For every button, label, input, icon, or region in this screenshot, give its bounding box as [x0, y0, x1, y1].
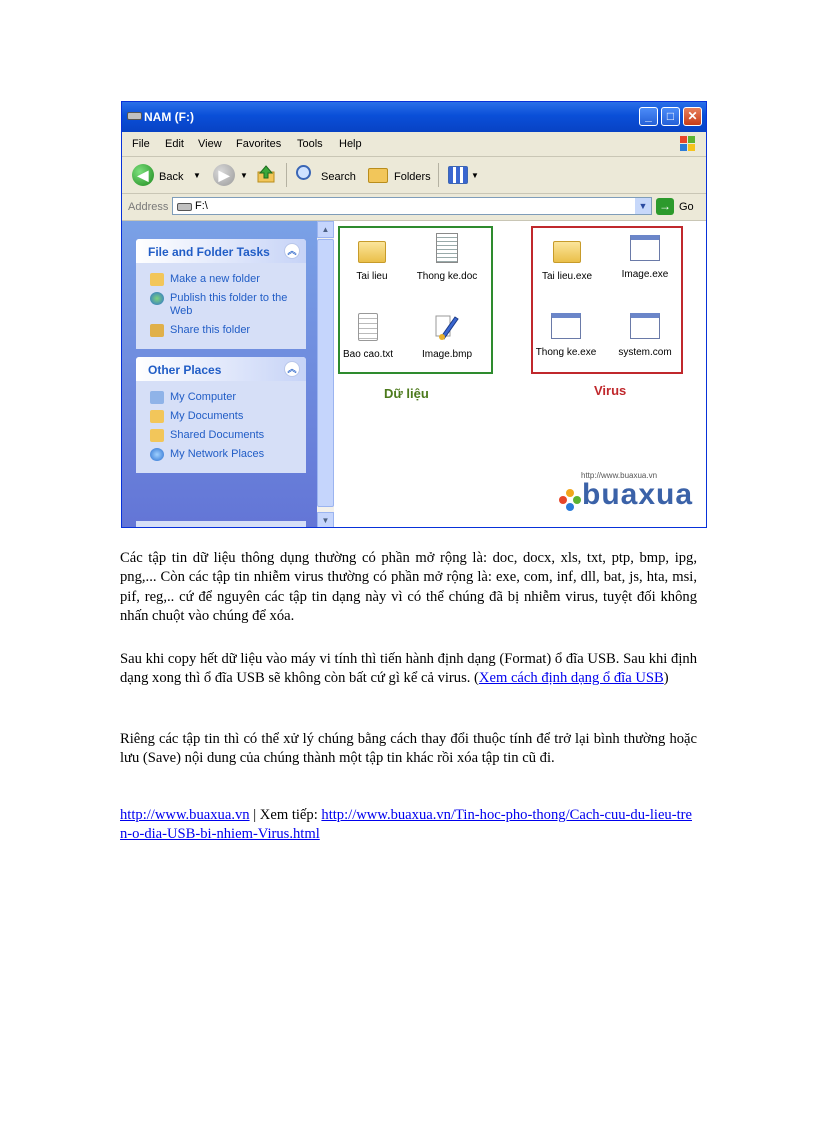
place-label[interactable]: Shared Documents: [170, 429, 265, 441]
format-usb-link[interactable]: Xem cách định dạng ổ đĩa USB: [478, 670, 664, 687]
scroll-up-icon[interactable]: ▲: [317, 221, 334, 238]
collapse-icon[interactable]: ︽: [284, 361, 300, 377]
views-icon[interactable]: [448, 166, 468, 184]
menu-tools[interactable]: Tools: [297, 138, 323, 150]
file-item[interactable]: [607, 313, 683, 358]
paragraph-text: ): [663, 670, 669, 687]
drive-icon: [177, 203, 192, 211]
footer-links: [120, 806, 697, 845]
toolbar-separator: [438, 163, 439, 187]
details-panel-stub: [136, 521, 306, 528]
panel-title: File and Folder Tasks: [148, 245, 270, 259]
place-my-documents[interactable]: [150, 410, 306, 423]
go-button-label[interactable]: Go: [679, 201, 694, 213]
place-label[interactable]: My Network Places: [170, 448, 265, 460]
executable-icon: [630, 235, 660, 261]
buaxua-logo-icon: [559, 489, 581, 511]
maximize-button[interactable]: □: [661, 107, 680, 126]
address-value[interactable]: F:\: [195, 200, 208, 212]
file-view: [334, 221, 706, 528]
menu-favorites[interactable]: Favorites: [236, 138, 282, 150]
file-name[interactable]: Tai lieu.exe: [541, 271, 593, 282]
back-dropdown-icon[interactable]: ▼: [193, 171, 201, 180]
views-dropdown-icon[interactable]: ▼: [471, 171, 479, 180]
file-name[interactable]: Image.bmp: [421, 349, 473, 360]
go-arrow-icon[interactable]: →: [656, 198, 674, 215]
window-title: NAM (F:): [144, 110, 194, 124]
menu-bar: [122, 132, 706, 157]
chevron-down-icon[interactable]: ▼: [635, 198, 651, 214]
drive-icon: [127, 112, 142, 120]
menu-edit[interactable]: Edit: [165, 138, 184, 150]
place-label[interactable]: My Documents: [170, 410, 244, 422]
other-places-panel: [136, 357, 306, 473]
menu-file[interactable]: File: [132, 138, 150, 150]
menu-help[interactable]: Help: [339, 138, 362, 150]
place-network[interactable]: [150, 448, 306, 461]
executable-icon: [630, 313, 660, 339]
up-folder-icon[interactable]: [257, 165, 275, 183]
article-link[interactable]: http://www.buaxua.vn/Tin-hoc-pho-thong/Cach-cuu-du-lieu-tren-o-dia-USB-bi-nhiem-Virus.html: [120, 807, 692, 843]
paragraph-text: Sau khi copy hết dữ liệu vào máy vi tính thì tiến hành định dạng (Format) ổ đĩa USB. Sau khi định dạng xong thì ổ đĩa USB sẽ không còn bất cứ gì kể cả virus. (: [120, 651, 697, 687]
search-button-label[interactable]: Search: [321, 171, 356, 183]
virus-group-label: Virus: [594, 383, 627, 398]
place-shared-documents[interactable]: [150, 429, 306, 442]
paragraph-file-extensions: Các tập tin dữ liệu thông dụng thường có phần mở rộng là: doc, docx, xls, txt, ptp, bmp, ipg, png,... Còn các tập tin nhiễm virus thường có phần mở rộng là: exe, com, inf, dll, bat, js, hta, msi, pif, reg,.. cứ để nguyên các tập tin dạng này vì có thể chúng đã bị nhiễm virus, tuyệt đối không nhấn chuột vào chúng để xóa.: [120, 550, 697, 625]
scroll-thumb[interactable]: [317, 239, 334, 507]
back-arrow-icon[interactable]: ◀: [132, 164, 154, 186]
panel-title: Other Places: [148, 363, 222, 377]
folders-icon[interactable]: [368, 168, 388, 183]
share-folder-icon: [150, 324, 164, 337]
toolbar: [122, 157, 706, 194]
word-document-icon: [436, 233, 458, 263]
footer-separator: | Xem tiếp:: [249, 807, 322, 823]
explorer-screenshot: [121, 101, 707, 528]
windows-logo-icon: [680, 136, 696, 152]
watermark-url: http://www.buaxua.vn: [581, 471, 658, 480]
scroll-down-icon[interactable]: ▼: [317, 512, 334, 528]
panel-header[interactable]: [136, 357, 306, 381]
network-icon: [150, 448, 164, 461]
paragraph-restore-attributes: Riêng các tập tin thì có thể xử lý chúng bằng cách thay đổi thuộc tính để trở lại bình thường hoặc lưu (Save) nội dung của chúng thành một tập tin khác rồi xóa tập tin cũ đi.: [120, 731, 697, 767]
address-field[interactable]: [172, 197, 652, 215]
forward-dropdown-icon[interactable]: ▼: [240, 171, 248, 180]
search-icon[interactable]: [296, 165, 311, 180]
file-name[interactable]: Bao cao.txt: [342, 349, 394, 360]
folder-icon: [358, 241, 386, 263]
toolbar-separator: [286, 163, 287, 187]
minimize-button[interactable]: _: [639, 107, 658, 126]
computer-icon: [150, 391, 164, 404]
paragraph-format-usb: [120, 650, 697, 689]
file-item[interactable]: [334, 235, 410, 282]
file-item[interactable]: [409, 313, 485, 360]
file-name[interactable]: Image.exe: [621, 269, 669, 280]
back-button-label[interactable]: Back: [159, 171, 184, 183]
folder-icon: [553, 241, 581, 263]
menu-view[interactable]: View: [198, 138, 222, 150]
executable-icon: [551, 313, 581, 339]
panel-header[interactable]: [136, 239, 306, 263]
globe-icon: [150, 292, 164, 305]
task-label[interactable]: Publish this folder to the Web: [170, 292, 288, 317]
new-folder-icon: [150, 273, 164, 286]
task-label[interactable]: Make a new folder: [170, 273, 260, 285]
task-label[interactable]: Share this folder: [170, 324, 251, 336]
documents-icon: [150, 410, 164, 423]
title-bar: [122, 102, 706, 132]
task-publish-web[interactable]: [150, 292, 306, 318]
address-label: Address: [128, 201, 169, 213]
forward-arrow-icon[interactable]: ▶: [213, 164, 235, 186]
task-share-folder[interactable]: [150, 324, 306, 337]
task-pane: [122, 221, 317, 528]
file-name[interactable]: system.com: [618, 347, 672, 358]
file-item[interactable]: [330, 313, 406, 360]
file-item[interactable]: [528, 313, 604, 358]
place-my-computer[interactable]: [150, 391, 306, 404]
file-name[interactable]: Thong ke.doc: [416, 271, 478, 282]
close-button[interactable]: ✕: [683, 107, 702, 126]
site-link[interactable]: http://www.buaxua.vn: [120, 807, 250, 823]
file-item[interactable]: [409, 233, 485, 282]
data-group-label: Dữ liệu: [384, 386, 429, 401]
file-item[interactable]: [607, 235, 683, 280]
file-name[interactable]: Thong ke.exe: [535, 347, 597, 358]
address-bar: [122, 194, 706, 221]
paint-bitmap-icon: [435, 313, 459, 341]
shared-folder-icon: [150, 429, 164, 442]
vertical-scrollbar[interactable]: [317, 221, 334, 528]
place-label[interactable]: My Computer: [170, 391, 237, 403]
file-folder-tasks-panel: [136, 239, 306, 349]
watermark-brand: buaxua: [582, 478, 694, 511]
file-item[interactable]: [529, 235, 605, 282]
text-file-icon: [358, 313, 378, 341]
folders-button-label[interactable]: Folders: [394, 171, 431, 183]
collapse-icon[interactable]: ︽: [284, 243, 300, 259]
task-make-folder[interactable]: [150, 273, 306, 286]
file-name[interactable]: Tai lieu: [356, 271, 388, 282]
